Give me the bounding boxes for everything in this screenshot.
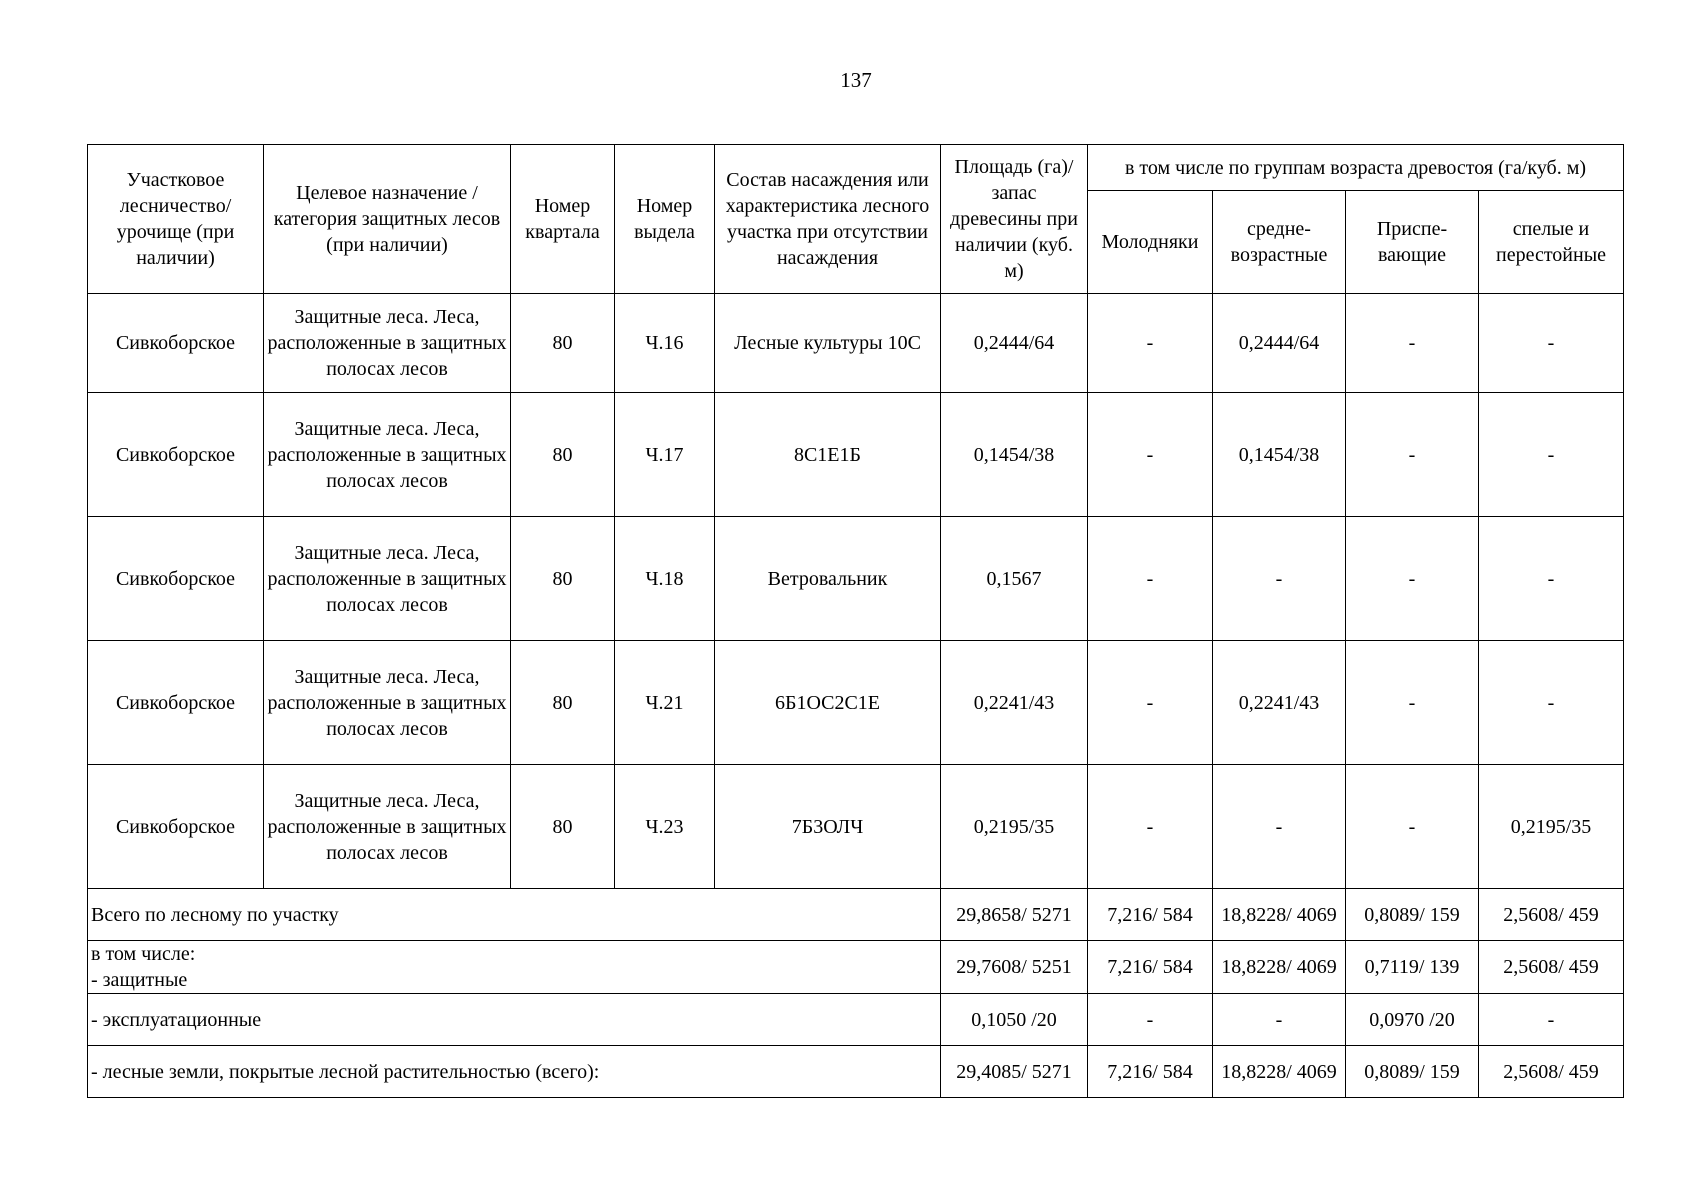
cell-middle: - <box>1213 765 1346 889</box>
summary-label-line2: - защитные <box>91 969 188 991</box>
cell-section: Ч.18 <box>615 517 715 641</box>
header-age-groups: в том числе по группам возраста древостоя (га/куб. м) <box>1088 145 1624 191</box>
cell-area: 0,2444/64 <box>941 294 1088 393</box>
cell-ripening: - <box>1346 641 1479 765</box>
cell-purpose: Защитные леса. Леса, расположенные в защитных полосах лесов <box>264 294 511 393</box>
cell-mature: 0,2195/35 <box>1479 765 1624 889</box>
cell-middle: 0,2444/64 <box>1213 294 1346 393</box>
cell-young: - <box>1088 765 1213 889</box>
cell-district: Сивкоборское <box>88 517 264 641</box>
summary-area: 0,1050 /20 <box>941 994 1088 1046</box>
cell-district: Сивкоборское <box>88 641 264 765</box>
header-middle: средне-возрастные <box>1213 191 1346 294</box>
cell-area: 0,1454/38 <box>941 393 1088 517</box>
cell-quarter: 80 <box>511 294 615 393</box>
cell-mature: - <box>1479 641 1624 765</box>
header-district: Участковое лесничество/ урочище (при наличии) <box>88 145 264 294</box>
cell-mature: - <box>1479 294 1624 393</box>
cell-ripening: - <box>1346 765 1479 889</box>
cell-young: - <box>1088 641 1213 765</box>
header-purpose: Целевое назначение / категория защитных лесов (при наличии) <box>264 145 511 294</box>
cell-composition: Ветровальник <box>715 517 941 641</box>
summary-label-line1: в том числе: <box>91 943 196 965</box>
summary-middle: 18,8228/ 4069 <box>1213 889 1346 941</box>
summary-young: 7,216/ 584 <box>1088 889 1213 941</box>
summary-ripening: 0,0970 /20 <box>1346 994 1479 1046</box>
summary-label: Всего по лесному по участку <box>88 889 941 941</box>
cell-quarter: 80 <box>511 641 615 765</box>
cell-ripening: - <box>1346 294 1479 393</box>
cell-area: 0,2241/43 <box>941 641 1088 765</box>
summary-label: - эксплуатационные <box>88 994 941 1046</box>
summary-ripening: 0,8089/ 159 <box>1346 1046 1479 1098</box>
cell-purpose: Защитные леса. Леса, расположенные в защитных полосах лесов <box>264 765 511 889</box>
cell-quarter: 80 <box>511 517 615 641</box>
forest-table <box>87 144 1624 1098</box>
cell-composition: Лесные культуры 10С <box>715 294 941 393</box>
cell-purpose: Защитные леса. Леса, расположенные в защитных полосах лесов <box>264 393 511 517</box>
cell-mature: - <box>1479 393 1624 517</box>
cell-young: - <box>1088 393 1213 517</box>
summary-ripening: 0,8089/ 159 <box>1346 889 1479 941</box>
cell-area: 0,1567 <box>941 517 1088 641</box>
cell-purpose: Защитные леса. Леса, расположенные в защитных полосах лесов <box>264 641 511 765</box>
cell-section: Ч.21 <box>615 641 715 765</box>
summary-middle: 18,8228/ 4069 <box>1213 941 1346 994</box>
header-mature: спелые и перестойные <box>1479 191 1624 294</box>
summary-row-total <box>88 889 1624 941</box>
cell-ripening: - <box>1346 393 1479 517</box>
cell-composition: 7Б3ОЛЧ <box>715 765 941 889</box>
summary-label <box>88 941 941 994</box>
header-composition: Состав насаждения или характеристика лесного участка при отсутствии насаждения <box>715 145 941 294</box>
cell-district: Сивкоборское <box>88 393 264 517</box>
cell-young: - <box>1088 294 1213 393</box>
summary-middle: - <box>1213 994 1346 1046</box>
table-row <box>88 517 1624 641</box>
summary-mature: - <box>1479 994 1624 1046</box>
cell-district: Сивкоборское <box>88 765 264 889</box>
cell-young: - <box>1088 517 1213 641</box>
cell-composition: 6Б1ОС2С1Е <box>715 641 941 765</box>
summary-label: - лесные земли, покрытые лесной растительностью (всего): <box>88 1046 941 1098</box>
cell-area: 0,2195/35 <box>941 765 1088 889</box>
summary-mature: 2,5608/ 459 <box>1479 1046 1624 1098</box>
summary-row-exploitation <box>88 994 1624 1046</box>
cell-quarter: 80 <box>511 393 615 517</box>
table-row <box>88 765 1624 889</box>
header-section: Номер выдела <box>615 145 715 294</box>
table-row <box>88 641 1624 765</box>
cell-district: Сивкоборское <box>88 294 264 393</box>
summary-area: 29,7608/ 5251 <box>941 941 1088 994</box>
table-row <box>88 294 1624 393</box>
header-young: Молодняки <box>1088 191 1213 294</box>
cell-middle: 0,1454/38 <box>1213 393 1346 517</box>
summary-area: 29,4085/ 5271 <box>941 1046 1088 1098</box>
summary-area: 29,8658/ 5271 <box>941 889 1088 941</box>
summary-young: - <box>1088 994 1213 1046</box>
summary-mature: 2,5608/ 459 <box>1479 941 1624 994</box>
cell-section: Ч.23 <box>615 765 715 889</box>
cell-section: Ч.16 <box>615 294 715 393</box>
summary-row-covered-lands <box>88 1046 1624 1098</box>
page-number: 137 <box>840 68 872 92</box>
cell-purpose: Защитные леса. Леса, расположенные в защитных полосах лесов <box>264 517 511 641</box>
cell-middle: - <box>1213 517 1346 641</box>
table-row <box>88 393 1624 517</box>
cell-quarter: 80 <box>511 765 615 889</box>
header-ripening: Приспе-вающие <box>1346 191 1479 294</box>
summary-young: 7,216/ 584 <box>1088 941 1213 994</box>
cell-middle: 0,2241/43 <box>1213 641 1346 765</box>
summary-row-protective <box>88 941 1624 994</box>
cell-ripening: - <box>1346 517 1479 641</box>
cell-mature: - <box>1479 517 1624 641</box>
header-row <box>88 145 1624 191</box>
cell-section: Ч.17 <box>615 393 715 517</box>
summary-mature: 2,5608/ 459 <box>1479 889 1624 941</box>
summary-ripening: 0,7119/ 139 <box>1346 941 1479 994</box>
summary-middle: 18,8228/ 4069 <box>1213 1046 1346 1098</box>
header-quarter: Номер квартала <box>511 145 615 294</box>
summary-young: 7,216/ 584 <box>1088 1046 1213 1098</box>
cell-composition: 8С1Е1Б <box>715 393 941 517</box>
header-area: Площадь (га)/ запас древесины при наличии (куб. м) <box>941 145 1088 294</box>
